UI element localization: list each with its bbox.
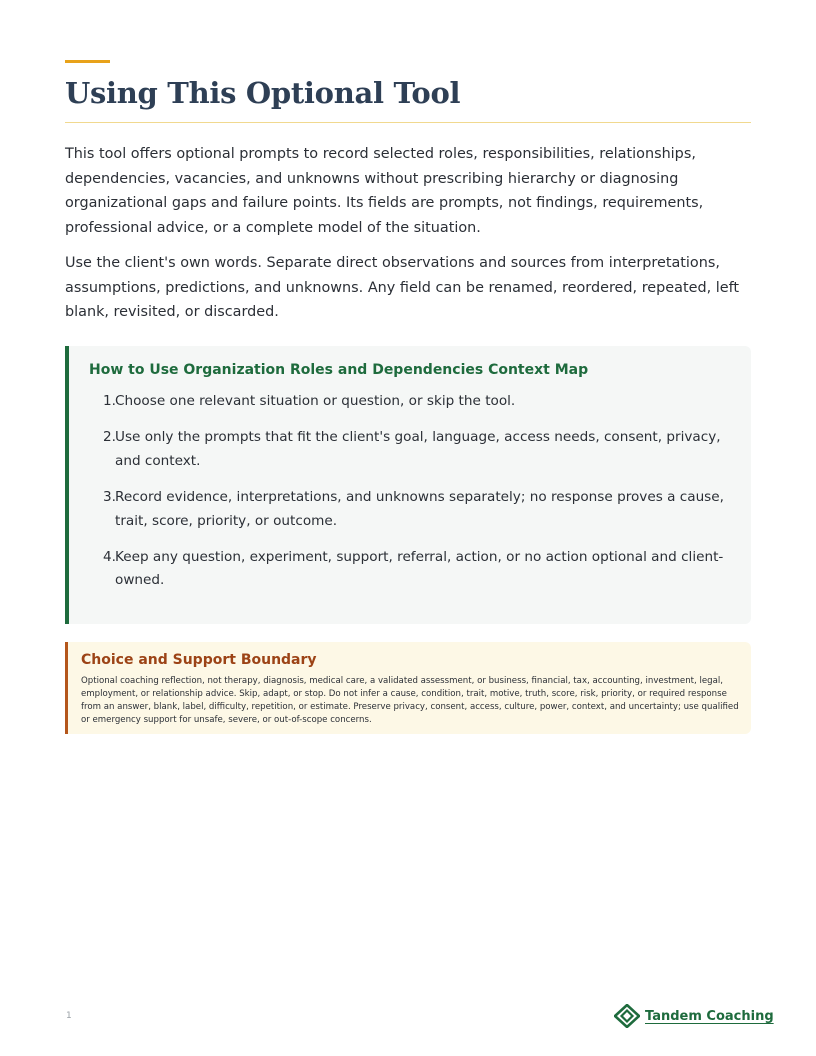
list-item bbox=[93, 426, 725, 473]
intro-paragraph: This tool offers optional prompts to record selected roles, responsibilities, relationships, dependencies, vacancies, and unknowns without prescribing hierarchy or diagnosing organizational gaps and failure points. Its fields are prompts, not findings, requirements, professional advice, or a complete model of the situation. bbox=[65, 146, 704, 236]
title-divider bbox=[65, 122, 751, 123]
brand-footer bbox=[614, 1004, 774, 1028]
step-text: Keep any question, experiment, support, referral, action, or no action optional and client-owned. bbox=[115, 549, 724, 589]
step-text: Choose one relevant situation or question, or skip the tool. bbox=[115, 393, 516, 409]
boundary-text: Optional coaching reflection, not therapy, diagnosis, medical care, a validated assessment, or business, financial, tax, accounting, investment, legal, employment, or relationship advice. Skip, adapt, or stop. Do not infer a cause, condition, trait, motive, truth, score, risk, priority, or required response from an answer, blank, label, difficulty, repetition, or estimate. Preserve privacy, consent, access, culture, power, context, and uncertainty; use qualified or emergency support for unsafe, severe, or out-of-scope concerns. bbox=[81, 676, 739, 725]
support-boundary-panel bbox=[65, 642, 751, 734]
title-accent-bar bbox=[65, 60, 110, 63]
brand-name: Tandem Coaching bbox=[645, 1008, 774, 1024]
step-number: 1. bbox=[103, 393, 116, 409]
step-number: 3. bbox=[103, 489, 116, 506]
boundary-title: Choice and Support Boundary bbox=[81, 652, 317, 668]
how-to-use-title: How to Use Organization Roles and Dependencies Context Map bbox=[89, 362, 589, 378]
list-item bbox=[93, 546, 725, 593]
page-number: 1 bbox=[66, 1011, 72, 1021]
list-item bbox=[93, 486, 725, 533]
step-number: 2. bbox=[103, 429, 116, 446]
page-title: Using This Optional Tool bbox=[65, 76, 461, 110]
guidance-paragraph: Use the client's own words. Separate direct observations and sources from interpretations, assumptions, predictions, and unknowns. Any field can be renamed, reordered, repeated, left blank, revisited, or discarded. bbox=[65, 255, 740, 321]
step-text: Use only the prompts that fit the client's goal, language, access needs, consent, privacy, and context. bbox=[115, 429, 721, 469]
step-text: Record evidence, interpretations, and unknowns separately; no response proves a cause, trait, score, priority, or outcome. bbox=[115, 489, 724, 529]
how-to-steps-list bbox=[93, 390, 725, 606]
list-item bbox=[93, 390, 725, 413]
step-number: 4. bbox=[103, 549, 116, 566]
tandem-diamond-logo-icon bbox=[614, 1004, 640, 1028]
how-to-use-panel bbox=[65, 346, 751, 624]
